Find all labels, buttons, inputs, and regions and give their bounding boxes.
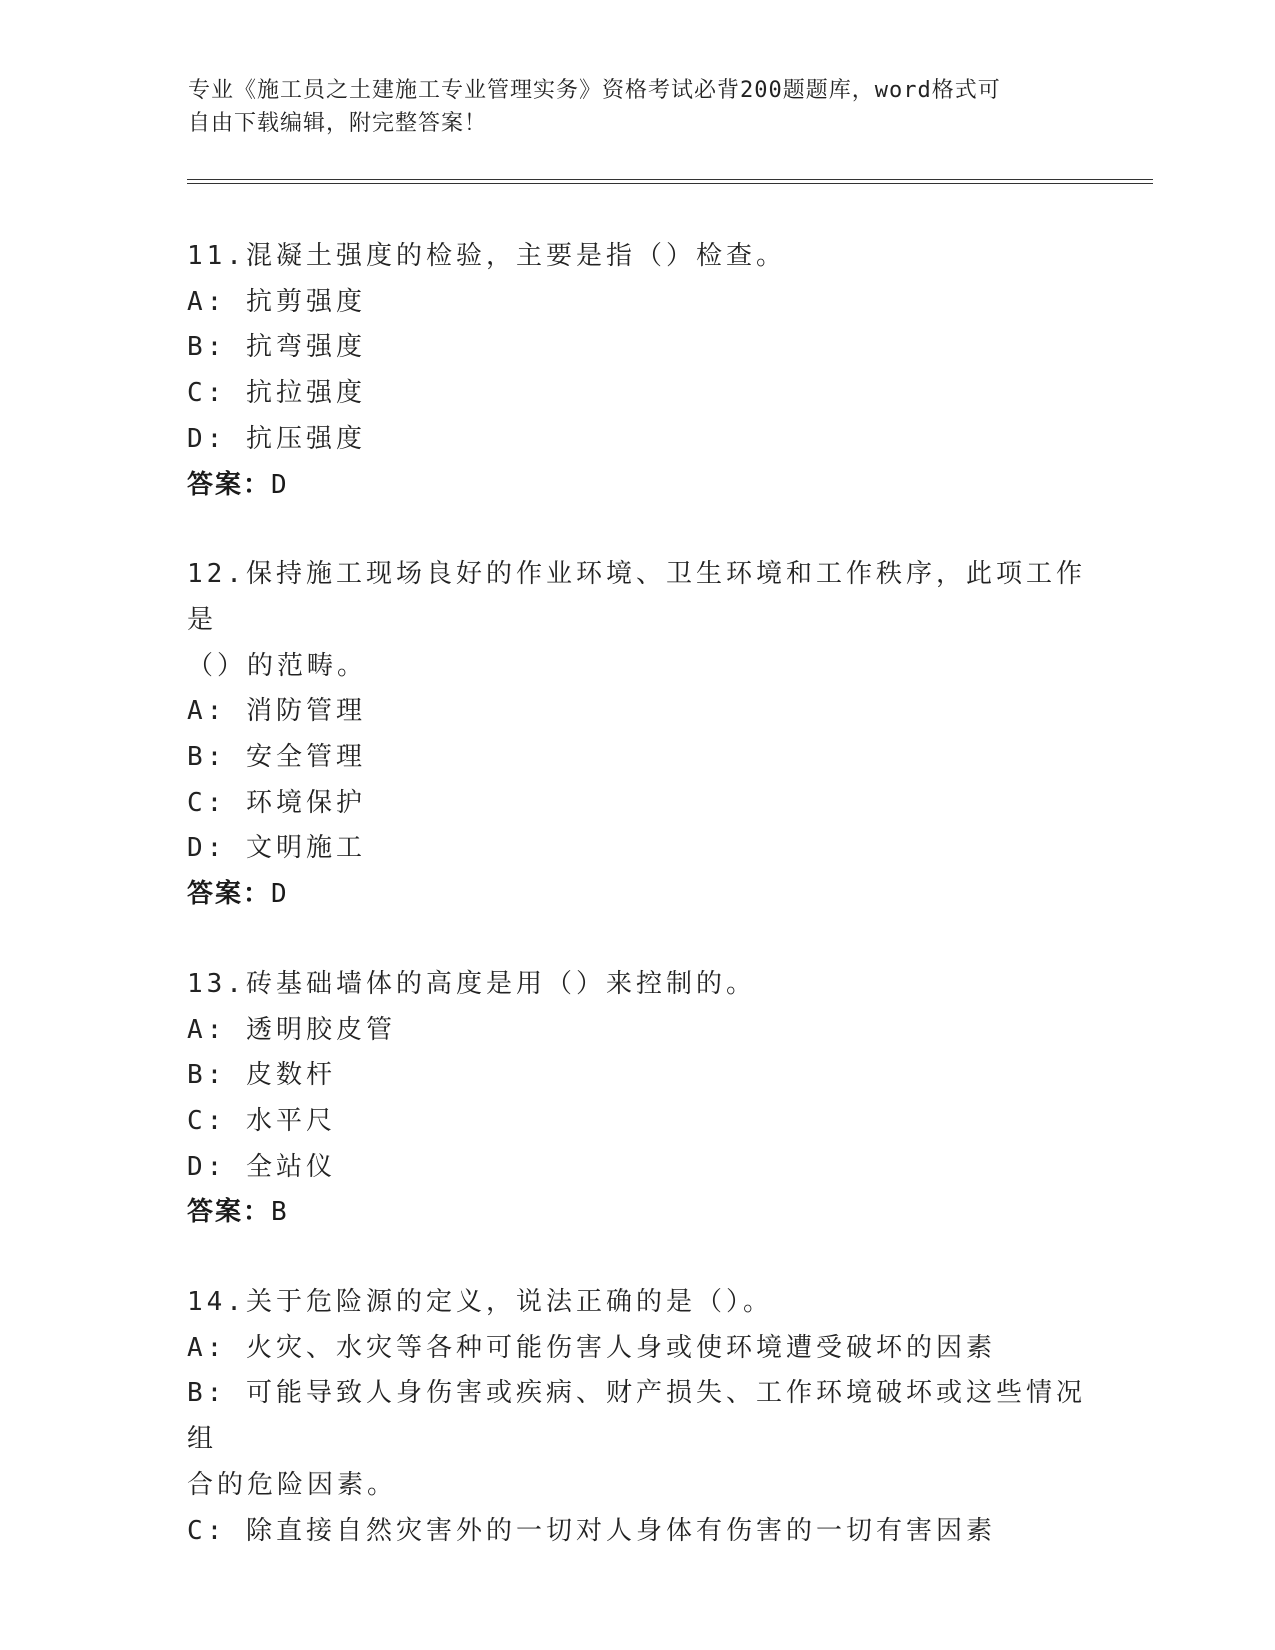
header-divider-top: [187, 179, 1153, 180]
question-stem: 11.混凝土强度的检验，主要是指（）检查。: [187, 241, 786, 271]
option-letter: B:: [187, 1060, 227, 1091]
option-b: [187, 325, 1087, 371]
option-a: [187, 1326, 1087, 1372]
option-letter: C:: [187, 1515, 227, 1546]
option-letter: B:: [187, 742, 227, 773]
option-b: [187, 1053, 1087, 1099]
option-text: 环境保护: [245, 787, 366, 818]
option-a: [187, 689, 1087, 735]
question-stem: 14.关于危险源的定义，说法正确的是（）。: [187, 1287, 773, 1318]
header-line-1: 专业《施工员之土建施工专业管理实务》资格考试必背200题题库，word格式可: [188, 78, 1001, 103]
answer-line: [187, 463, 1087, 509]
option-text: 抗压强度: [245, 423, 366, 454]
option-letter: D:: [187, 833, 227, 864]
document-header: [188, 74, 1068, 140]
header-line-2: 自由下载编辑，附完整答案！: [188, 111, 488, 136]
option-letter: D:: [187, 1151, 227, 1182]
option-letter: A:: [187, 286, 227, 317]
option-d: [187, 826, 1087, 872]
option-text: 文明施工: [245, 833, 366, 864]
option-text: 安全管理: [245, 742, 366, 773]
answer-line: [187, 872, 1087, 918]
question-stem: 13.砖基础墙体的高度是用（）来控制的。: [187, 968, 756, 999]
option-b: [187, 1371, 1087, 1462]
question-11: [187, 234, 1087, 508]
question-14: [187, 1280, 1087, 1554]
header-divider-bottom: [187, 183, 1153, 184]
answer-value: D: [271, 879, 289, 910]
question-list: [187, 234, 1087, 1598]
option-text: 全站仪: [245, 1151, 336, 1182]
option-a: [187, 1008, 1087, 1054]
option-letter: D:: [187, 423, 227, 454]
answer-label: 答案：: [187, 469, 272, 500]
option-letter: C:: [187, 378, 227, 409]
answer-label: 答案：: [187, 1197, 272, 1228]
option-text: 水平尺: [245, 1105, 336, 1136]
option-letter: A:: [187, 696, 227, 727]
option-letter: C:: [187, 787, 227, 818]
option-c: [187, 1099, 1087, 1145]
option-a: [187, 280, 1087, 326]
option-c: [187, 371, 1087, 417]
question-12: [187, 552, 1087, 918]
answer-value: D: [271, 469, 289, 500]
answer-value: B: [271, 1197, 289, 1228]
question-stem-continued: （）的范畴。: [187, 650, 368, 681]
option-c: [187, 781, 1087, 827]
option-text: 皮数杆: [245, 1060, 336, 1091]
question-stem: 12.保持施工现场良好的作业环境、卫生环境和工作秩序，此项工作是: [187, 559, 1086, 635]
option-d: [187, 417, 1087, 463]
option-letter: B:: [187, 332, 227, 363]
question-13: [187, 962, 1087, 1236]
answer-label: 答案：: [187, 879, 272, 910]
option-d: [187, 1145, 1087, 1191]
option-b-continued: 合的危险因素。: [187, 1469, 398, 1500]
option-text: 除直接自然灾害外的一切对人身体有伤害的一切有害因素: [245, 1515, 996, 1546]
option-b: [187, 735, 1087, 781]
option-text: 火灾、水灾等各种可能伤害人身或使环境遭受破坏的因素: [245, 1332, 996, 1363]
option-letter: A:: [187, 1332, 227, 1363]
option-text: 抗拉强度: [245, 378, 366, 409]
option-text: 抗剪强度: [245, 286, 366, 317]
answer-line: [187, 1190, 1087, 1236]
option-text: 抗弯强度: [245, 332, 366, 363]
option-c: [187, 1509, 1087, 1555]
option-letter: A:: [187, 1014, 227, 1045]
option-text: 消防管理: [245, 696, 366, 727]
option-letter: C:: [187, 1105, 227, 1136]
option-letter: B:: [187, 1378, 227, 1409]
option-text: 透明胶皮管: [245, 1014, 396, 1045]
option-text: 可能导致人身伤害或疾病、财产损失、工作环境破坏或这些情况组: [187, 1378, 1086, 1455]
